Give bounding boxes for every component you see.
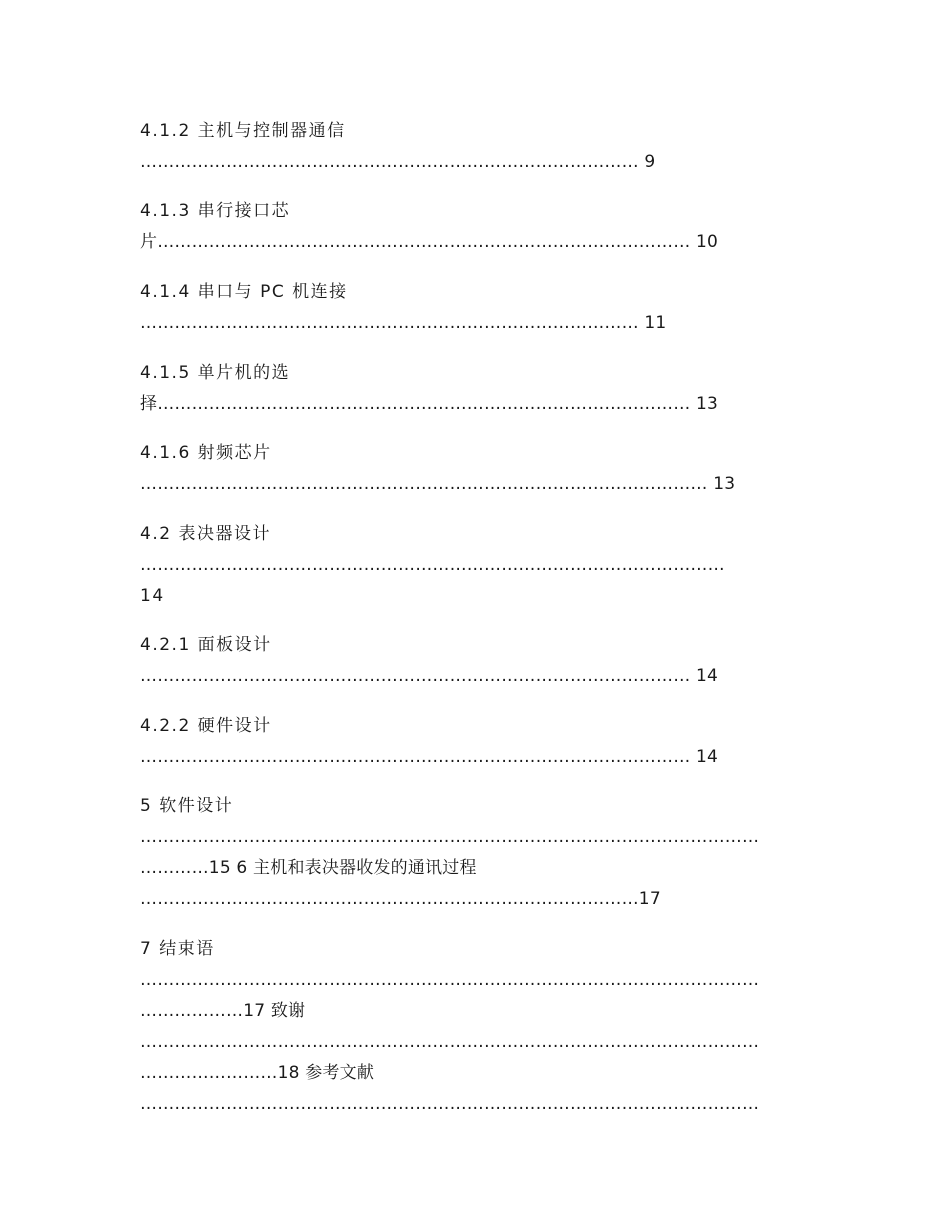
toc-line-heading: 4.2.2 硬件设计 <box>140 716 272 736</box>
toc-line-heading: 4.1.4 串口与 PC 机连接 <box>140 282 348 302</box>
toc-line-leader: ……………………………………………………………………………………………… <box>140 970 760 990</box>
toc-line-mixed: …………15 6 主机和表决器收发的通讯过程 <box>140 858 477 878</box>
toc-line-heading: 4.2 表决器设计 <box>140 524 271 544</box>
toc-line-heading: 4.1.5 单片机的选 <box>140 363 291 383</box>
toc-line-leader: …………………………………………………………………………………… 14 <box>140 666 719 686</box>
toc-line-leader: ……………………………………………………………………………………………… <box>140 1094 760 1114</box>
toc-line-leader: …………………………………………………………………………… 9 <box>140 152 656 172</box>
toc-line-heading: 4.1.6 射频芯片 <box>140 443 272 463</box>
toc-line-heading: 4.2.1 面板设计 <box>140 635 272 655</box>
toc-line-page: 14 <box>140 586 165 606</box>
toc-line-heading: 7 结束语 <box>140 939 215 959</box>
toc-line-leader: ……………………………………………………………………………………………… <box>140 1032 760 1052</box>
toc-line-leader: …………………………………………………………………………… 11 <box>140 313 667 333</box>
toc-line-heading: 4.1.3 串行接口芯 <box>140 201 291 221</box>
toc-line-leader: 片………………………………………………………………………………… 10 <box>140 232 719 252</box>
toc-line-mixed: ………………17 致谢 <box>140 1001 306 1021</box>
toc-line-leader: ……………………………………………………………………………………………… <box>140 827 760 847</box>
toc-line-leader: 择………………………………………………………………………………… 13 <box>140 394 719 414</box>
toc-line-heading: 4.1.2 主机与控制器通信 <box>140 121 346 141</box>
toc-line-leader: …………………………………………………………………………………… 14 <box>140 747 719 767</box>
toc-line-leader: ……………………………………………………………………………………… 13 <box>140 474 736 494</box>
toc-line-mixed: ……………………18 参考文献 <box>140 1063 375 1083</box>
toc-line-leader: ………………………………………………………………………………………… <box>140 555 725 575</box>
toc-line-leader: ……………………………………………………………………………17 <box>140 889 661 909</box>
toc-line-heading: 5 软件设计 <box>140 796 234 816</box>
